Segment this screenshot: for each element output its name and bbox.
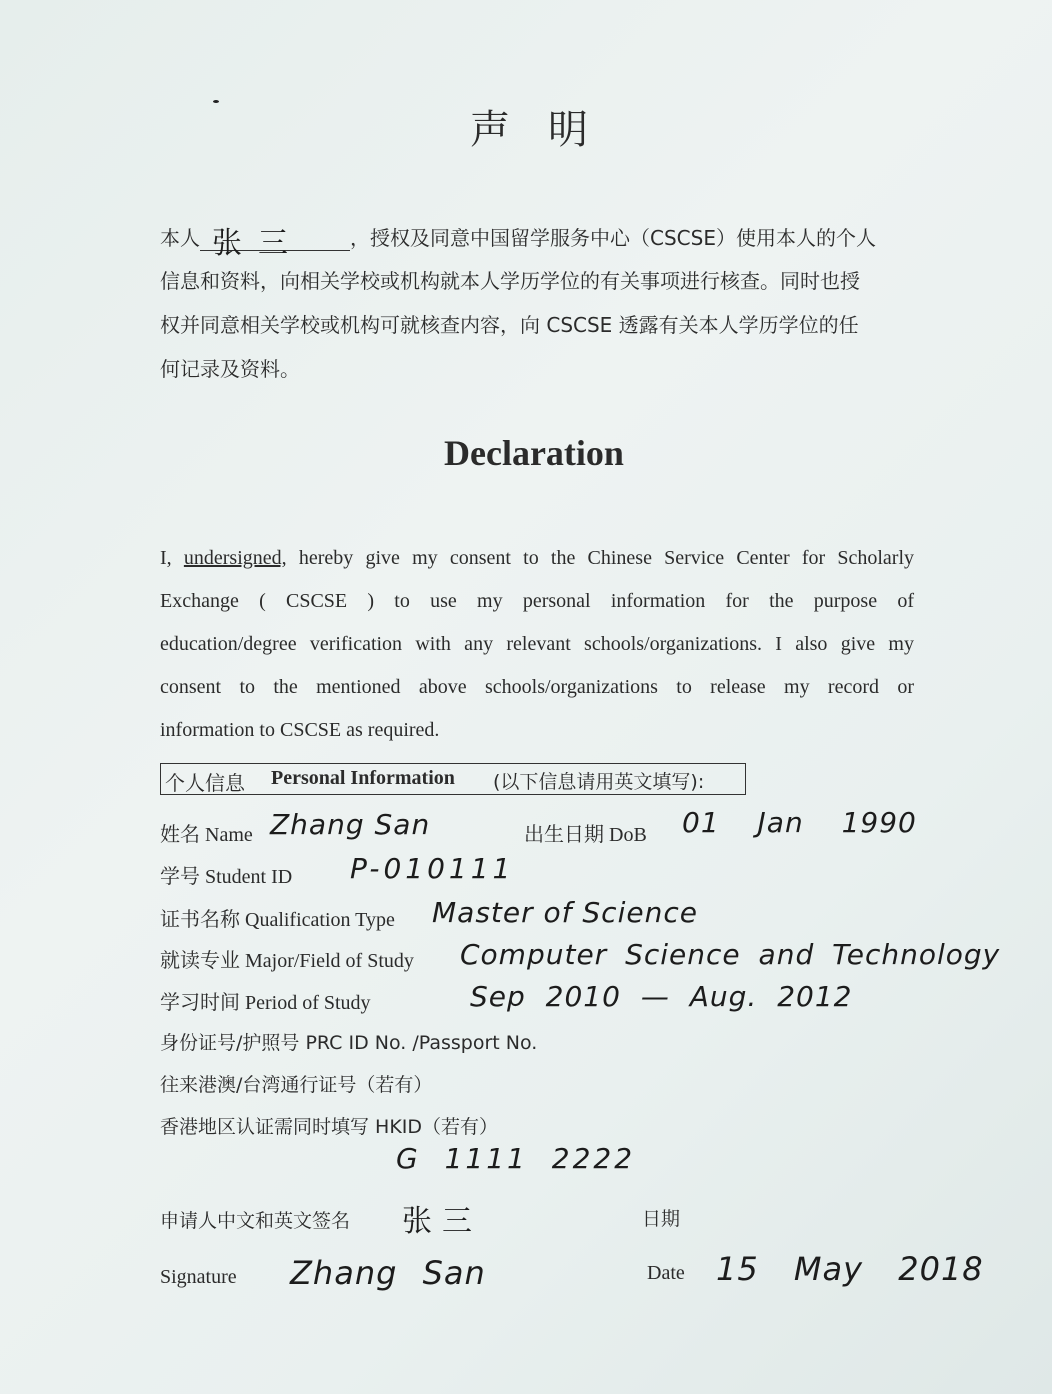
student-id-label: 学号 Student ID xyxy=(160,866,293,888)
signature-cn-value: 张三 xyxy=(402,1204,482,1239)
personal-info-note: (以下信息请用英文填写): xyxy=(493,771,705,793)
personal-info-header xyxy=(160,763,746,795)
personal-info-cn: 个人信息 xyxy=(165,771,245,795)
para-cn-line3: 权并同意相关学校或机构可就核查内容，向 CSCSE 透露有关本人学历学位的任 xyxy=(160,313,859,337)
qualification-label: 证书名称 Qualification Type xyxy=(160,909,395,931)
para-cn-line1 xyxy=(160,222,876,261)
date-cn-label: 日期 xyxy=(642,1208,681,1230)
dob-label: 出生日期 DoB xyxy=(524,824,647,846)
name-blank xyxy=(200,226,350,261)
para-cn-line1-suffix: ，授权及同意中国留学服务中心（CSCSE）使用本人的个人 xyxy=(350,226,876,250)
signature-en-value: Zhang San xyxy=(290,1254,486,1292)
para-en-line4: consent to the mentioned above schools/organizations to release my record or xyxy=(160,676,914,698)
student-id-value: P-010111 xyxy=(350,852,515,885)
major-label: 就读专业 Major/Field of Study xyxy=(160,950,414,972)
para-en-line1 xyxy=(160,547,914,570)
para-en-line3: education/degree verification with any relevant schools/organizations. I also give my xyxy=(160,633,914,655)
para-en-line5: information to CSCSE as required. xyxy=(160,719,440,741)
para-cn-line2: 信息和资料，向相关学校或机构就本人学历学位的有关事项进行核查。同时也授 xyxy=(160,269,860,293)
dob-value: 01 Jan 1990 xyxy=(682,806,917,839)
date-en-label: Date xyxy=(647,1262,685,1284)
signature-en-label: Signature xyxy=(160,1266,237,1288)
title-english: Declaration xyxy=(444,433,624,473)
para-en-line1-rest: hereby give my consent to the Chinese Service Center for Scholarly xyxy=(298,547,914,569)
para-en-i: I, xyxy=(160,547,172,569)
para-en-line2: Exchange ( CSCSE ) to use my personal information for the purpose of xyxy=(160,590,914,612)
personal-info-en: Personal Information xyxy=(271,767,455,789)
para-en-undersigned: undersigned, xyxy=(183,547,287,569)
name-label: 姓名 Name xyxy=(160,824,253,846)
name-cn-handwritten: 张三 xyxy=(212,226,304,261)
signature-cn-label: 申请人中文和英文签名 xyxy=(160,1210,351,1232)
name-value: Zhang San xyxy=(270,808,431,841)
title-chinese: 声明 xyxy=(470,107,626,153)
hkid-value: G 1111 2222 xyxy=(396,1142,636,1175)
period-value: Sep 2010 — Aug. 2012 xyxy=(470,980,853,1013)
hkmo-permit-label: 往来港澳/台湾通行证号（若有） xyxy=(160,1074,433,1096)
para-cn-prefix: 本人 xyxy=(160,226,200,250)
prc-id-label: 身份证号/护照号 PRC ID No. /Passport No. xyxy=(160,1032,538,1054)
hkid-label: 香港地区认证需同时填写 HKID（若有） xyxy=(160,1116,499,1138)
qualification-value: Master of Science xyxy=(432,896,698,929)
para-cn-line4: 何记录及资料。 xyxy=(160,357,300,381)
period-label: 学习时间 Period of Study xyxy=(160,992,371,1014)
major-value: Computer Science and Technology xyxy=(460,938,1001,971)
date-value: 15 May 2018 xyxy=(716,1250,984,1288)
stray-mark xyxy=(213,100,219,103)
